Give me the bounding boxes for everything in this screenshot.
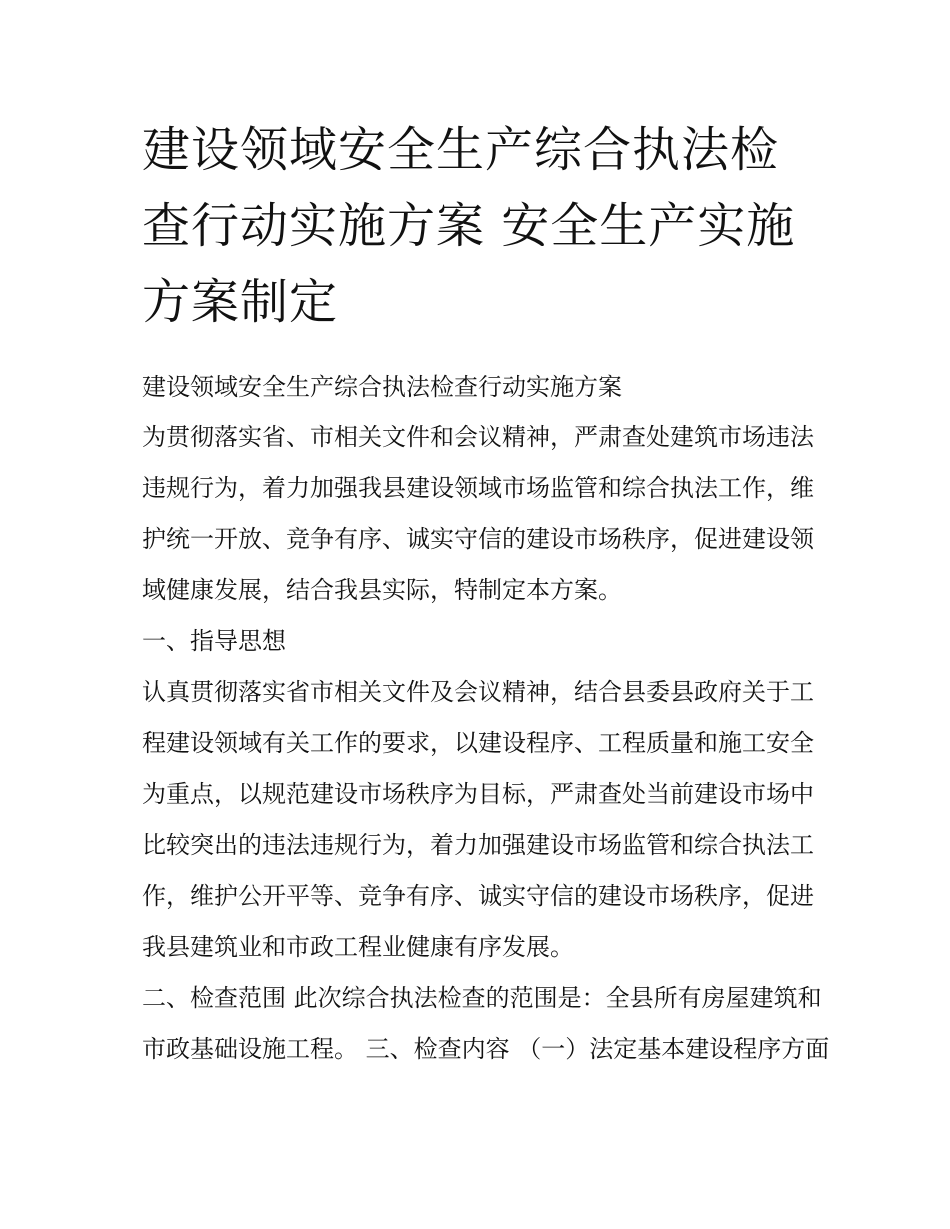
section-heading-guiding-ideology: 一、指导思想 bbox=[142, 627, 286, 655]
intro-paragraph: 为贯彻落实省、市相关文件和会议精神，严肃查处建筑市场违法违规行为，着力加强我县建设领域市场监管和综合执法工作，维护统一开放、竞争有序、诚实守信的建设市场秩序，促进建设领域健康发展，结合我县实际，特制定本方案。 bbox=[142, 423, 814, 604]
guiding-ideology-paragraph: 认真贯彻落实省市相关文件及会议精神，结合县委县政府关于工程建设领域有关工作的要求，以建设程序、工程质量和施工安全为重点，以规范建设市场秩序为目标，严肃查处当前建设市场中比较突出的违法违规行为，着力加强建设市场监管和综合执法工作，维护公开平等、竞争有序、诚实守信的建设市场秩序，促进我县建筑业和市政工程业健康有序发展。 bbox=[142, 678, 814, 961]
document-title: 建设领域安全生产综合执法检查行动实施方案 安全生产实施方案制定 bbox=[142, 122, 796, 330]
document-content bbox=[142, 112, 832, 1075]
inspection-scope-paragraph: 二、检查范围 此次综合执法检查的范围是：全县所有房屋建筑和市政基础设施工程。 三、检查内容 （一）法定基本建设程序方面 bbox=[142, 984, 830, 1063]
document-subtitle: 建设领域安全生产综合执法检查行动实施方案 bbox=[142, 373, 622, 401]
